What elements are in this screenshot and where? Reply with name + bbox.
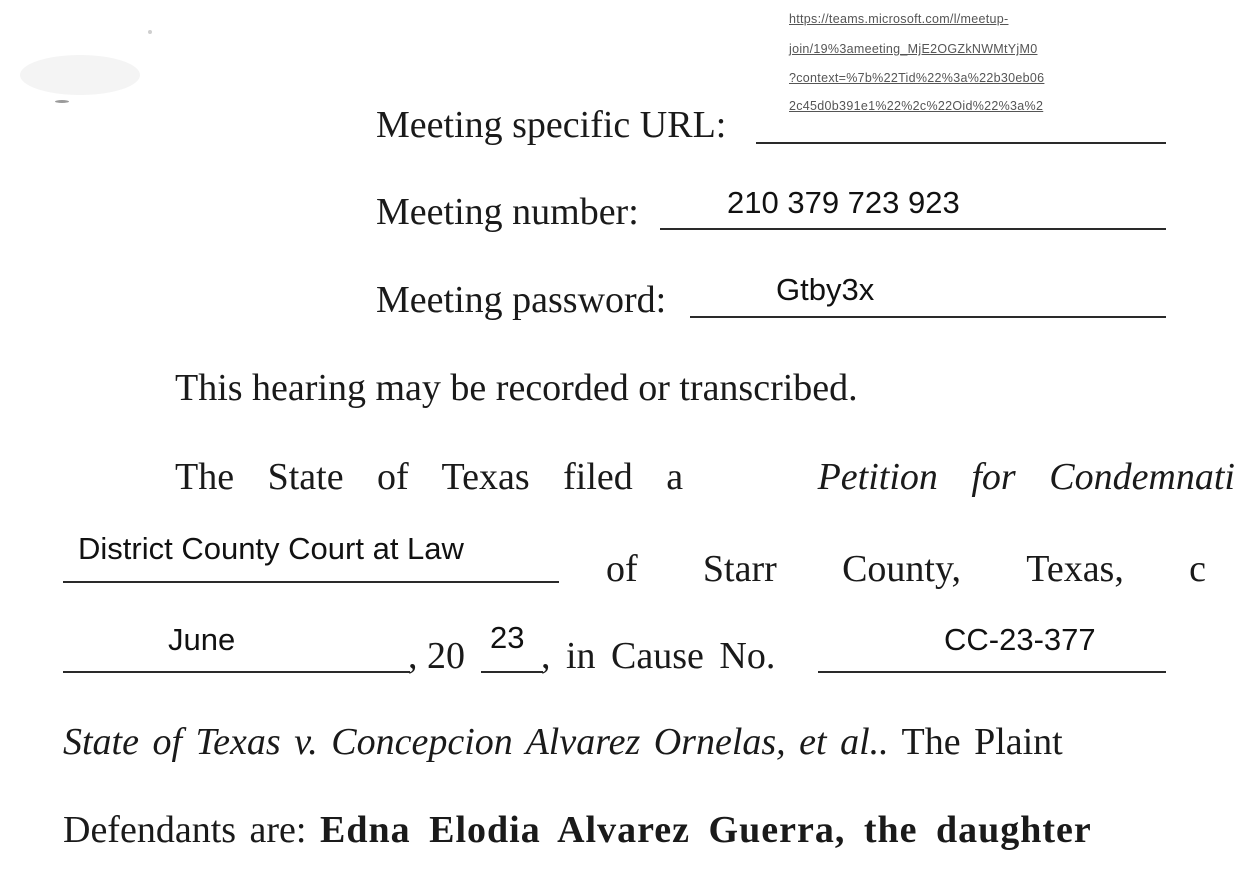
- petition-filed-start: The State of Texas filed a: [175, 456, 684, 498]
- court-underline: [63, 581, 559, 583]
- meeting-number-underline: [660, 228, 1166, 230]
- meeting-url-line-4[interactable]: 2c45d0b391e1%22%2c%22Oid%22%3a%2: [789, 99, 1044, 113]
- case-style: State of Texas v. Concepcion Alvarez Ornelas, et al..: [63, 721, 889, 763]
- county-word: Starr: [702, 548, 777, 590]
- county-word: c: [1189, 548, 1206, 590]
- month-fill: June: [168, 622, 236, 657]
- scan-speck: [148, 30, 152, 34]
- plaintiff-text: The Plaint: [888, 721, 1063, 763]
- defendants-names: Edna Elodia Alvarez Guerra, the daughter: [320, 809, 1092, 851]
- month-underline: [63, 671, 410, 673]
- meeting-number-label: Meeting number:: [376, 191, 639, 233]
- year-fill: 23: [490, 620, 525, 655]
- meeting-url-line-2[interactable]: join/19%3ameeting_MjE2OGZkNWMtYjM0: [789, 42, 1038, 56]
- meeting-url-line-1[interactable]: https://teams.microsoft.com/l/meetup-: [789, 12, 1009, 26]
- year-prefix: , 20: [408, 635, 465, 677]
- meeting-url-label: Meeting specific URL:: [376, 104, 727, 146]
- meeting-url-line-3[interactable]: ?context=%7b%22Tid%22%3a%22b30eb06: [789, 71, 1045, 85]
- meeting-password-label: Meeting password:: [376, 279, 667, 321]
- year-underline: [481, 671, 543, 673]
- meeting-password-underline: [690, 316, 1166, 318]
- county-line: [606, 547, 1206, 591]
- petition-title: Petition for Condemnati: [817, 456, 1235, 498]
- meeting-number-value: 210 379 723 923: [727, 185, 960, 220]
- cause-number-fill: CC-23-377: [944, 622, 1096, 657]
- scan-speck: [20, 55, 140, 95]
- cause-underline: [818, 671, 1166, 673]
- court-fill: District County Court at Law: [78, 531, 464, 566]
- county-word: of: [606, 548, 638, 590]
- defendants-line: [63, 808, 1092, 852]
- meeting-password-value: Gtby3x: [776, 272, 875, 307]
- meeting-url-underline: [756, 142, 1166, 144]
- petition-filed-line: [175, 455, 1235, 499]
- defendants-label: Defendants are:: [63, 809, 307, 851]
- county-word: Texas,: [1026, 548, 1124, 590]
- cause-text: , in Cause No.: [541, 635, 776, 677]
- case-style-line: [63, 720, 1063, 764]
- scan-speck: [55, 100, 69, 103]
- recorded-notice: This hearing may be recorded or transcribed.: [175, 367, 858, 409]
- county-word: County,: [842, 548, 961, 590]
